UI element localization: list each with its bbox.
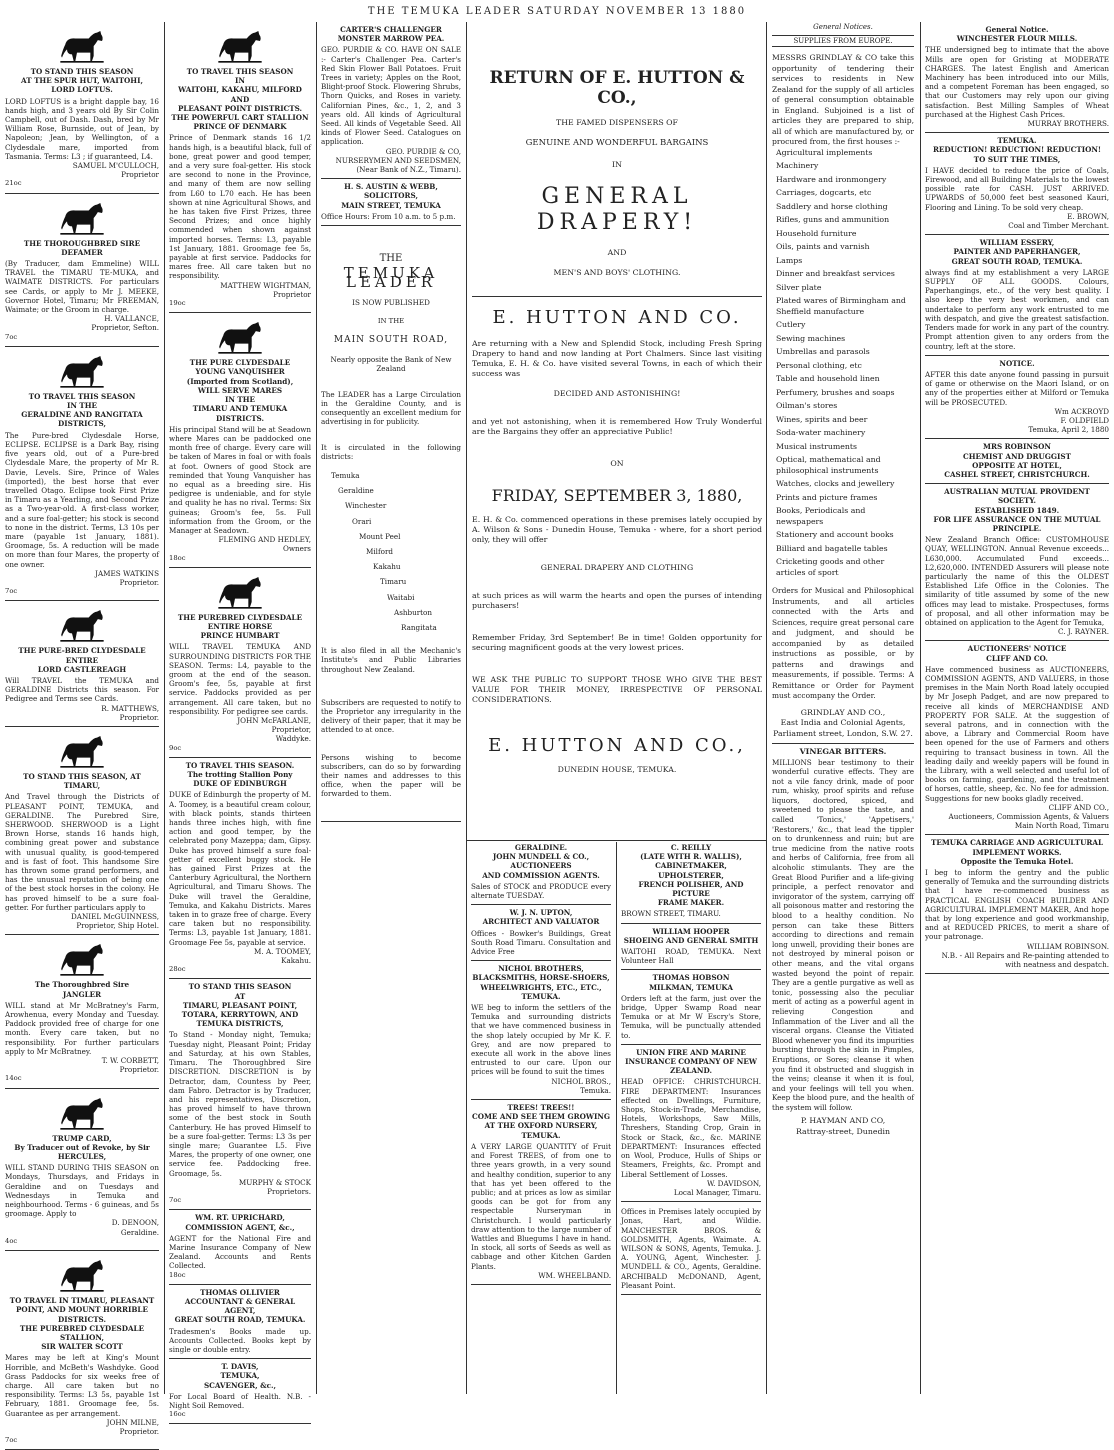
grindlay-item: Lamps (776, 255, 803, 265)
advertisement (169, 22, 311, 313)
ad-title: THOMAS HOBSON MILKMAN, TEMUKA (649, 973, 733, 992)
ad-body: Offices in Premises lately occupied by Jonas, Hart, and Wildie. MANCHESTER BROS. & GOLDSMITH, Agents, Waimate. A. WILSON & SONS, Agents, Temuka. J. A. YOUNG, Agent, Winchester. J. MUNDELL & CO., Agents, Geraldine. ARCHIBALD McDONAND, Agent, Pleasant Point. (621, 1207, 761, 1290)
advertisement (5, 194, 159, 347)
ad-signature: GEO. PURDIE & CO, NURSERYMEN AND SEEDSMEN, (Near Bank of N.Z., Timaru). (335, 146, 461, 175)
ad-signature: WM. WHEELBAND. (538, 1270, 611, 1280)
district-item: Kakahu (373, 562, 401, 572)
horse-illustration (57, 606, 107, 644)
ad-body: Orders left at the farm, just over the bridge, Upper Swamp Road near Temuka or at Mr W Escry's Store, Temuka, will be punctually attended to. (621, 993, 761, 1040)
advertisement (925, 235, 1109, 355)
ad-signature: W. DAVIDSON, Local Manager, Timaru. (673, 1178, 761, 1197)
ad-signature: SAMUEL M'CULLOCH, Proprietor (72, 161, 159, 180)
ad-body: WILL STAND DURING THIS SEASON on Mondays, Thursdays, and Fridays in Geraldine and on Tuesdays and Wednesdays in Temuka and neighbourhood. Terms - 6 guineas, and 5s groomage. Apply to (5, 1163, 159, 1219)
ad-signature: CLIFF AND CO., Auctioneers, Commission Agents, & Valuers Main North Road, Timaru (948, 802, 1109, 831)
ad-body: (By Traducer, dam Emmeline) WILL TRAVEL the TIMARU TE-MUKA, and WAIMATE DISTRICTS. For particulars see Cards, or apply to Mr J. MEEKE, Governor Hotel, Timaru; Mr FREEMAN, Waimate; or the Groom in charge. (5, 259, 159, 315)
ad-title: TO TRAVEL THIS SEASON. The trotting Stallion Pony DUKE OF EDINBURGH (185, 760, 295, 789)
advertisement (169, 1359, 311, 1424)
leader-notice: THE TEMUKA LEADER IS NOW PUBLISHED IN THE MAIN SOUTH ROAD, Nearly opposite the Bank of New Zealand The LEADER has a Large Circulation in the Geraldine County, and is consequently an excellent medium for advertising in for publicity. It is circulated in the following districts: Temuka Geraldine Winchester Orari Mount Peel Milford Kakahu Timaru Waitabi Ashburton Rangitata It is also filed in all the Mechanic's Institute's and Public Libraries throughout New Zealand. Subscribers are requested to notify to the Proprietor any irregularity in the delivery of their paper, that it may be attended to at once. Persons wishing to become subscribers, can do so by forwarding their names and addresses to this office, when the paper will be forwarded to them. (321, 226, 461, 822)
ad-code: 16oc (169, 1410, 186, 1419)
horse-illustration (57, 1094, 107, 1132)
advertisement (471, 961, 611, 1100)
advertisement (169, 313, 311, 567)
advertisement (621, 1045, 761, 1202)
advertisement (925, 356, 1109, 440)
horse-illustration (215, 573, 265, 611)
ad-body: HEAD OFFICE: CHRISTCHURCH. FIRE DEPARTMENT: Insurances effected on Dwellings, Furniture, Shops, Stock-in-Trade, Merchandise, Hotels, Workshops, Saw Mills, Threshers, Standing Crop, Grain in Stock or Stack, &c., &c. MARINE DEPARTMENT: Insurances effected on Wool, Produce, Hulls of Ships or Steamers, Freights, &c. Prompt and Liberal Settlement of Losses. (621, 1077, 761, 1179)
hutton-drapery-ad: RETURN OF E. HUTTON & CO., THE FAMED DISPENSERS OF GENUINE AND WONDERFUL BARGAINS IN GENERAL DRAPERY! AND MEN'S AND BOYS' CLOTHING. E. HUTTON AND CO. Are returning with a New and Splendid Stock, including Fresh Spring Drapery to hand and now landing at Port Chalmers. Since last visiting Temuka, E. H. & Co. have visited several Towns, in each of which their success was DECIDED AND ASTONISHING! and yet not astonishing, when it is remembered How Truly Wonderful are the Bargains they offer an appreciative Public! ON FRIDAY, SEPTEMBER 3, 1880, E. H. & Co. commenced operations in these premises lately occupied by A. Wilson & Sons - Dunedin House, Temuka - where, for a short period only, they will offer GENERAL DRAPERY AND CLOTHING at such prices as will warm the hearts and open the purses of intending purchasers! Remember Friday, 3rd September! Be in time! Golden opportunity for securing magnificent goods at the very lowest prices. WE ASK THE PUBLIC TO SUPPORT THOSE WHO GIVE THE BEST VALUE FOR THEIR MONEY, IRRESPECTIVE OF PERSONAL CONSIDERATIONS. E. HUTTON AND CO., DUNEDIN HOUSE, TEMUKA. (472, 68, 762, 774)
advertisement (925, 484, 1109, 641)
advertisement (471, 1100, 611, 1285)
column-4-lower (468, 840, 614, 1392)
ad-title: MRS ROBINSON CHEMIST AND DRUGGIST OPPOSITE AT HOTEL, CASHEL STREET, CHRISTCHURCH. (944, 442, 1090, 479)
ad-title: WILLIAM ESSERY, PAINTER AND PAPERHANGER, GREAT SOUTH ROAD, TEMUKA. (951, 238, 1083, 266)
grindlay-item: Agricultural implements (776, 147, 873, 157)
ad-title: THE PURE CLYDESDALE YOUNG VANQUISHER (Imported from Scotland), WILL SERVE MARES IN THE TIMARU AND TEMUKA DISTRICTS. (186, 358, 294, 423)
district-item: Geraldine (338, 486, 374, 496)
ad-title: THOMAS OLLIVIER ACCOUNTANT & GENERAL AGENT, GREAT SOUTH ROAD, TEMUKA. (174, 1287, 306, 1325)
ad-signature: WILLIAM ROBINSON. N.B. - All Repairs and Re-painting attended to with neatness and despatch. (941, 941, 1109, 970)
grindlay-item: Hardware and ironmongery (776, 174, 887, 184)
grindlay-item: Optical, mathematical and philosophical instruments (776, 455, 881, 475)
grindlay-column: General Notices. SUPPLIES FROM EUROPE. MESSRS GRINDLAY & CO take this opportunity of tendering their services to residents in New Zealand for the supply of all articles of general consumption obtainable in England. Subjoined is a list of articles they are prepared to ship, all of which are manufactured by, or procured from, the first houses :- Agricultural implements Machinery Hardware and ironmongery Carriages, dogcarts, etc Saddlery and horse clothing Rifles, guns and ammunition Household furniture Oils, paints and varnish Lamps Dinner and breakfast services Silver plate Plated wares of Birmingham and Sheffield manufacture Cutlery Sewing machines Umbrellas and parasols Personal clothing, etc Table and household linen Perfumery, brushes and soaps Oilman's stores Wines, spirits and beer Soda-water machinery Musical instruments Optical, mathematical and philosophical instruments Watches, clocks and jewellery Prints and picture frames Books, Periodicals and newspapers Stationery and account books Billiard and bagatelle tables Cricketing goods and other articles of sport Orders for Musical and Philosophical Instruments, and all articles connected with the Arts and Sciences, require great personal care and judgment, and should be accompanied by as detailed instructions as possible, or by patterns and drawings and measurements, if possible. Terms: A Remittance or Order for Payment must accompany the Order. GRINDLAY AND CO., East India and Colonial Agents, Parliament street, London, S.W. 27. VINEGAR BITTERS. MILLIONS bear testimony to their wonderful curative effects. They are not a vile fancy drink, made of poor rum, whisky, proof spirits and refuse liquors, doctored, spiced, and sweetened to please the taste, and called 'Tonics,' 'Appetisers,' 'Restorers,' &c., that lead the tippler on to drunkenness and ruin; but are true medicine from the native roots and herbs of California, free from all alcoholic stimulants. They are the Great Blood Purifier and a life-giving principle, a perfect renovator and invigorator of the system, carrying off all poisonous matter and restoring the blood to a healthy condition. No person can take these Bitters according to directions and remain long unwell, providing their bones are not destroyed by mineral poison or other means, and the vital organs wasted beyond the point of repair. They are a gentle purgative as well as tonic, possessing also the peculiar merit of acting as a powerful agent in relieving Congestion and Inflammation of the Liver and all the visceral organs. Cleanse the Vitiated Blood whenever you find its impurities bursting through the skin in Pimples, Eruptions, or Sores; cleanse it when you find it obstructed and sluggish in the veins; cleanse it when it is foul, and your feelings will tell you when. Keep the blood pure, and the health of the system will follow. P. HAYMAN AND CO, Rattray-street, Dunedin (772, 23, 914, 1136)
advertisement (621, 970, 761, 1044)
advertisement (5, 22, 159, 194)
ad-body: I HAVE decided to reduce the price of Coals, Firewood, and all Building Materials to the lowest possible rate for CASH. JUST ARRIVED. UPWARDS of 50,000 feet best seasoned Kauri, Flooring and Lining. To be sold very cheap. (925, 165, 1109, 212)
ad-body: Mares may be left at King's Mount Horrible, and McBeth's Washdyke. Good Grass Paddocks for six weeks free of charge. All care taken but no responsibility. Terms: L3 5s, payable 1st February, 1881. Groomage fee, 5s. Guarantee as per arrangement. (5, 1353, 159, 1418)
advertisement (621, 924, 761, 971)
ad-title: TO STAND THIS SEASON AT TIMARU, PLEASANT POINT, TOTARA, KERRYTOWN, AND TEMUKA DISTRICTS, (181, 982, 299, 1029)
ad-body: A VERY LARGE QUANTITY of Fruit and Forest TREES, of from one to three years growth, in a very sound and healthy condition, superior to any that has yet been offered to the public; and at prices as low as similar goods can be got for from any respectable Nurseryman in Christchurch. I would particularly draw attention to the large number of Wattles and Bluegums I have in hand. In stock, all sorts of Seeds as well as cabbage and other Kitchen Garden Plants. (471, 1141, 611, 1271)
ad-code: 19oc (169, 299, 186, 308)
advertisement (5, 1089, 159, 1251)
ad-code: 18oc (169, 553, 186, 562)
ad-title: TO STAND THIS SEASON, AT TIMARU, (23, 771, 141, 791)
ad-signature: R. MATTHEWS, Proprietor. (101, 703, 159, 722)
advertisement (925, 835, 1109, 974)
advertisement (621, 1202, 761, 1295)
district-item: Orari (352, 516, 372, 526)
horse-illustration (215, 27, 265, 65)
advertisement (5, 601, 159, 727)
ad-signature: JAMES WATKINS Proprietor. (95, 568, 159, 587)
horse-illustration (57, 940, 107, 978)
ad-body: Offices - Bowker's Buildings, Great South Road Timaru. Consultation and Advice Free (471, 928, 611, 957)
ad-signature: MURRAY BROTHERS. (1027, 119, 1109, 129)
district-item: Mount Peel (359, 531, 401, 541)
column-5-lower (618, 840, 764, 1392)
district-item: Waitabi (387, 592, 415, 602)
advertisement (5, 1251, 159, 1450)
grindlay-item: Silver plate (776, 282, 822, 292)
ad-body: The Pure-bred Clydesdale Horse, ECLIPSE. ECLIPSE is a Dark Bay, rising five years old, out of a Pure-bred Clydesdale Mare, the property of Mr R. Davie, Levels. Sire, Prince of Wales (imported), the best horse that ever travelled Otago. Eclipse took First Prize in Timaru as a Yearling, and Second Prize as a Two-year-old. A first-class worker, and a sure foal-getter; his stock is second to none in the district. Terms, L3 10s per mare (payable 1st January, 1881). Groomage, 5s. A reduction will be made on more than four Mares, the property of one owner. (5, 430, 159, 569)
ad-signature: FLEMING AND HEDLEY, Owners (218, 535, 311, 554)
ad-body: Tradesmen's Books made up. Accounts Collected. Books kept by single or double entry. (169, 1326, 311, 1354)
ad-title: NOTICE. (999, 358, 1035, 368)
ad-body: always find at my establishment a very LARGE SUPPLY OF ALL GOODS. Colours, Paperhangings, etc., of the very best quality. I also keep the very best workmen, and can undertake to perform any work entrusted to me with despatch, and give the greatest satisfaction. Tenders made for work in any part of the country. Prompt attention given to any orders from the country, left at the store. (925, 267, 1109, 351)
ad-title: H. S. AUSTIN & WEBB, SOLICITORS, MAIN STREET, TEMUKA (341, 182, 441, 210)
grindlay-item: Cutlery (776, 320, 806, 329)
ad-body: DUKE of Edinburgh the property of M. A. Toomey, is a beautiful cream colour, with black points, stands thirteen hands three inches high, with fine action and good temper, by the celebrated pony Mazeppa; dam, Gipsy. Duke has proved himself a sure foal-getter of excellent buggy stock. He has gained First Prizes at the Canterbury Agricultural, the Northern Agricultural, and Timaru Shows. The Duke will travel the Geraldine, Temuka, and Kakahu Districts. Mares taken in to graze free of charge. Every care taken but no responsibility. Terms: L3, payable 1st January, 1881. Groomage Fee 5s, payable at service. (169, 790, 311, 947)
advertisement (169, 1210, 311, 1284)
horse-illustration (57, 199, 107, 237)
ad-title: NICHOL BROTHERS, BLACKSMITHS, HORSE-SHOERS, WHEELWRIGHTS, ETC., ETC., TEMUKA. (472, 964, 610, 1001)
advertisement (169, 758, 311, 980)
ad-title: AUCTIONEERS' NOTICE CLIFF AND CO. (967, 644, 1067, 663)
grindlay-item: Dinner and breakfast services (776, 269, 895, 278)
grindlay-item: Prints and picture frames (776, 492, 878, 502)
advertisement (621, 840, 761, 924)
ad-title: TO TRAVEL IN TIMARU, PLEASANT POINT, AND MOUNT HORRIBLE DISTRICTS. THE PUREBRED CLYDESDALE STALLION, SIR WALTER SCOTT (9, 1296, 155, 1352)
ad-body: Office Hours: From 10 a.m. to 5 p.m. (321, 211, 456, 221)
column-2-horse-ads (166, 22, 314, 1419)
grindlay-item: Musical instruments (776, 441, 858, 451)
ad-body: AFTER this date anyone found passing in pursuit of game or otherwise on the Maori Island, or on any of the properties either at Milford or Temuka will be PROSECUTED. (925, 369, 1109, 407)
ad-title: WILLIAM HOOPER SHOEING AND GENERAL SMITH (623, 926, 759, 945)
ad-title: W. J. N. UPTON, ARCHITECT AND VALUATOR (482, 908, 600, 927)
ad-code: 28oc (169, 965, 186, 974)
grindlay-item: Books, Periodicals and newspapers (776, 506, 866, 526)
horse-illustration (57, 1256, 107, 1294)
grindlay-item: Saddlery and horse clothing (776, 201, 888, 211)
column-rule (316, 22, 317, 1394)
ad-body: WILL TRAVEL TEMUKA AND SURROUNDING DISTRICTS FOR THE SEASON. Terms: L4, payable to the groom at the end of the season. Groom's fee, 5s, payable at first service. Paddocks provided as per arrangement. All care taken, but no responsibility. For pedigree see cards. (169, 642, 311, 716)
grindlay-item: Watches, clocks and jewellery (776, 479, 895, 488)
horse-illustration (57, 27, 107, 65)
ad-title: THE PUREBRED CLYDESDALE ENTIRE HORSE PRINCE HUMBART (177, 612, 303, 641)
ad-signature: E. BROWN, Coal and Timber Merchant. (1008, 211, 1109, 231)
grindlay-item: Plated wares of Birmingham and Sheffield manufacture (776, 296, 906, 316)
ad-signature: DANIEL McGUINNESS, Proprietor, Ship Hotel. (71, 912, 159, 931)
column-rule (616, 842, 617, 1394)
ad-code: 18oc (169, 1270, 186, 1279)
advertisement (925, 133, 1109, 235)
leader-title: TEMUKA LEADER (343, 264, 439, 292)
advertisement (925, 439, 1109, 484)
ad-title: TO STAND THIS SEASON AT THE SPUR HUT, WAITOHI, LORD LOFTUS. (21, 67, 143, 95)
ad-body: THE undersigned beg to intimate that the above Mills are open for Gristing at MODERATE CHARGES. The latest English and American Machinery has been introduced into our Mills, and a competent Foreman has been engaged, so that our Customers may rely upon our giving satisfaction. Best Milling Samples of Wheat purchased at the Highest Cash Prices. (925, 45, 1109, 119)
ad-title: THE PURE-BRED CLYDESDALE ENTIRE LORD CASTLEREAGH (18, 646, 146, 674)
ad-body: I beg to inform the gentry and the public generally of Temuka and the surrounding districts that I have re-commenced business as PRACTICAL ENGLISH COACH BUILDER AND AGRICULTURAL IMPLEMENT MAKER, And hope that by long experience and good workmanship, and at REDUCED PRICES, to merit a share of your patronage. (925, 868, 1109, 942)
column-1-horse-ads (2, 22, 162, 1445)
ad-body: AGENT for the National Fire and Marine Insurance Company of New Zealand. Accounts and Rents Collected. (169, 1233, 311, 1271)
district-item: Rangitata (401, 622, 437, 632)
ad-title: CARTER'S CHALLENGER MONSTER MARROW PEA. (337, 25, 445, 44)
grindlay-item: Table and household linen (776, 374, 880, 383)
advertisement (5, 727, 159, 935)
ad-title: TRUMP CARD, By Traducer out of Revoke, by Sir HERCULES, (14, 1133, 150, 1162)
grindlay-item: Sewing machines (776, 333, 846, 343)
ad-code: 21oc (5, 179, 22, 188)
ad-title: GERALDINE. JOHN MUNDELL & CO., AUCTIONEERS AND COMMISSION AGENTS. (482, 843, 600, 880)
advertisement (169, 568, 311, 758)
advertisement (471, 905, 611, 961)
ad-body: His principal Stand will be at Seadown where Mares can be paddocked one month free of charge. Every care will be taken of Mares in foal or with foals at foot. Owners of good Stock are reminded that Young Vanquisher has no equal as a breeding sire. His pedigree is undeniable, and for style and quality he has no rival. Terms: Six guineas; Groom's fee, 5s. Full information from the Groom, or the Manager at Seadown. (169, 424, 312, 535)
ad-title: THE THOROUGHBRED SIRE DEFAMER (23, 238, 141, 257)
ad-title: TEMUKA CARRIAGE AND AGRICULTURAL IMPLEMENT WORKS. Opposite the Temuka Hotel. (931, 838, 1103, 866)
ad-body: To Stand - Monday night, Temuka; Tuesday night, Pleasant Point; Friday and Saturday, at his own Stables, Timaru. The Thoroughbred Sire DISCRETION. DISCRETION is by Detractor, dam, Countess by Peer, dam Fabro. Detractor is by Traducer, and his representatives, Discretion, has proved himself to have thrown some of the best stock in South Canterbury. He has proved Himself to be a sure foal-getter. Terms: L3 3s per single mare; Guarantee L5. Five Mares, the property of one owner, one service fee. Paddocking free. Groomage, 5s. (169, 1030, 311, 1178)
horse-illustration (215, 318, 265, 356)
grindlay-item: Billiard and bagatelle tables (776, 543, 888, 553)
ad-code: 7oc (5, 587, 18, 596)
ad-signature: JOHN MILNE, Proprietor. (106, 1417, 159, 1436)
ad-signature: D. DENOON, Geraldine. (111, 1218, 159, 1237)
ad-title: UNION FIRE AND MARINE INSURANCE COMPANY OF NEW ZEALAND. (625, 1047, 757, 1076)
ad-body: Sales of STOCK and PRODUCE every alternate TUESDAY. (471, 881, 611, 901)
ad-signature: MURPHY & STOCK Proprietors. (238, 1177, 311, 1196)
grindlay-item: Wines, spirits and beer (776, 414, 868, 424)
column-6 (922, 22, 1112, 1394)
ad-title: TO TRAVEL THIS SEASON IN WAITOHI, KAKAHU, MILFORD AND PLEASANT POINT DISTRICTS. THE POWERFUL CART STALLION PRINCE OF DENMARK (171, 67, 309, 132)
ad-code: 7oc (5, 1436, 18, 1445)
advertisement (5, 347, 159, 601)
ad-signature: MATTHEW WIGHTMAN, Proprietor (220, 280, 311, 299)
district-item: Winchester (345, 501, 387, 511)
ad-body: GEO. PURDIE & CO. HAVE ON SALE :- Carter's Challenger Pea. Carter's Red Skin Flower Ball Potatoes. Fruit Trees in variety; Apples on the Root, Blight-proof Stock. Flowering Shrubs, Thorn Quicks, and Roses in variety. Californian Pines, &c., 1, 2, and 3 years old. All kinds of Agricultural Seed. All kinds of Vegetable Seed. All kinds of Flower Seed. Catalogues on application. (321, 45, 461, 147)
grindlay-item: Cricketing goods and other articles of sport (776, 557, 885, 577)
ad-signature: Wm ACKROYD F. OLDFIELD Temuka, April 2, 1880 (1028, 406, 1109, 435)
district-item: Temuka (331, 470, 360, 480)
grindlay-item: Carriages, dogcarts, etc (776, 188, 872, 197)
ad-title: The Thoroughbred Sire JANGLER (34, 980, 130, 999)
grindlay-item: Perfumery, brushes and soaps (776, 387, 895, 397)
horse-illustration (57, 352, 107, 390)
ad-body: Have commenced business as AUCTIONEERS, COMMISSION AGENTS, AND VALUERS, in those premises in the Main North Road lately occupied by Mr Joseph Padget, and are now prepared to receive all kinds of MERCHANDISE AND PROPERTY FOR SALE. At the suggestion of several patrons, and in connection with the above, a Library and Commercial Room have been opened for the use of Farmers and others requiring to transact business in town. All the leading daily and weekly papers will be found in the Library, with a well selected and useful lot of books on farming, gardening, and the treatment of horses, cattle, sheep, &c. No fee for admission. Suggestions for new books gladly received. (925, 664, 1109, 803)
grindlay-item: Soda-water machinery (776, 428, 866, 437)
district-item: Ashburton (394, 607, 433, 617)
ad-body: WILL stand at Mr McBratney's Farm, Arowhenua, every Monday and Tuesday. Paddock provided free of charge for one month. Every care taken, but no responsibility. For further particulars apply to Mr McBratney. (5, 1000, 159, 1056)
district-item: Timaru (380, 577, 407, 587)
ad-title: T. DAVIS, TEMUKA, SCAVENGER, &c., (203, 1362, 277, 1390)
district-item: Milford (366, 546, 393, 556)
grindlay-item: Personal clothing, etc (776, 360, 862, 370)
ad-title: TO TRAVEL THIS SEASON IN THE GERALDINE AND RANGITATA DISTRICTS, (21, 391, 143, 429)
column-rule (466, 22, 467, 1394)
page-header: THE TEMUKA LEADER SATURDAY NOVEMBER 13 1880 (367, 6, 747, 17)
ad-code: 9oc (169, 743, 182, 752)
column-rule (920, 22, 921, 1394)
column-rule (164, 22, 165, 1394)
advertisement (471, 840, 611, 905)
grindlay-item: Oils, paints and varnish (776, 242, 870, 251)
column-rule (766, 22, 767, 1394)
ad-code: 7oc (169, 1196, 182, 1205)
grindlay-item: Household furniture (776, 228, 857, 238)
ad-code: 7oc (5, 332, 18, 341)
ad-body: LORD LOFTUS is a bright dapple bay, 16 hands high, and 3 years old By Sir Colin Campbell, out of Dash. Dash, bred by Mr William Rose, Burnside, out of Jean, by Napoleon; Jean, by Wellington, of a Clydesdale mare, imported from Tasmania. Terms: L3 ; if guaranteed, L4. (5, 96, 159, 161)
ad-title: WM. RT. UPRICHARD, COMMISSION AGENT, &c., (185, 1213, 295, 1232)
advertisement (321, 22, 461, 179)
ad-signature: NICHOL BROS., Temuka. (551, 1076, 611, 1095)
ad-body: And Travel through the Districts of PLEASANT POINT, TEMUKA, and GERALDINE. The Purebred Sire, SHERWOOD. SHERWOOD is a Light Brown Horse, stands 16 hands high, combining great power and substance with unusual quality, is good-tempered and is fast of foot. This handsome Sire has thrown some grand performers, and has the unusual reputation of being one of the best stock horses in the colony. He has proved himself to be a sure foal-getter. For further particulars apply to (5, 792, 159, 912)
grindlay-items (772, 148, 914, 579)
grindlay-item: Rifles, guns and ammunition (776, 215, 890, 224)
ad-body: New Zealand Branch Office: CUSTOMHOUSE QUAY, WELLINGTON. Annual Revenue exceeds... L630,000. Accumulated Fund exceeds... L2,620,000. INTENDED Assurers will please note particularly the name of this the OLDEST Established Life Office in the Colonies. The similarity of title assumed by some of the new offices may lead to mistake. Prospectuses, forms of proposal, and all other information may be obtained on application to the Agent for Temuka, (925, 535, 1109, 627)
grindlay-item: Umbrellas and parasols (776, 347, 870, 356)
grindlay-item: Oilman's stores (776, 401, 838, 410)
ad-title: C. REILLY (LATE WITH R. WALLIS), CABINETMAKER, UPHOLSTERER, FRENCH POLISHER, AND PICTURE FRAME MAKER. (638, 843, 744, 908)
grindlay-item: Machinery (776, 161, 819, 170)
ad-signature: C. J. RAYNER. (1058, 627, 1109, 637)
ad-title: TREES! TREES!! COME AND SEE THEM GROWING AT THE OXFORD NURSERY, TEMUKA. (471, 1103, 611, 1140)
advertisement (169, 1285, 311, 1359)
ad-code: 14oc (5, 1074, 22, 1083)
ad-body: WAITOHI ROAD, TEMUKA. Next Volunteer Hall (621, 947, 761, 966)
ad-signature: M. A. TOOMEY, Kakahu. (254, 946, 311, 966)
advertisement (5, 935, 159, 1088)
district-list (321, 471, 461, 632)
ad-title: TEMUKA. REDUCTION! REDUCTION! REDUCTION! TO SUIT THE TIMES, (932, 136, 1102, 164)
advertisement (925, 641, 1109, 835)
advertisement (321, 179, 461, 226)
ad-code: 4oc (5, 1236, 18, 1245)
ad-signature: H. VALLANCE, Proprietor, Sefton. (91, 314, 159, 333)
ad-signature: JOHN McFARLANE, Proprietor, Waddyke. (237, 715, 311, 744)
grindlay-item: Stationery and account books (776, 530, 894, 539)
ad-body: Prince of Denmark stands 16 1/2 hands high, is a beautiful black, full of bone, great power and good temper, and a very sure foal-getter. His stock are second to none in the Province, and many of them are now selling from L60 to L70 each. He has been shown at nine Agricultural Shows, and he has taken five First Prizes, three Second Prizes; and once highly commended when shown against imported horses. Terms: L3, payable 1st January, 1881. Groomage fee 5s, payable at first service. Paddocks for mares free. All care taken but no responsibility. (169, 133, 311, 281)
advertisement (169, 979, 311, 1210)
ad-body: WE beg to inform the settlers of the Temuka and surrounding districts that we have commenced business in the shop lately occupied by Mr K. F. Grey, and are now prepared to execute all work in the above lines entrusted to our care. Upon our prices will be found to suit the times (471, 1003, 611, 1077)
horse-illustration (57, 732, 107, 770)
ad-body: BROWN STREET, TIMARU. (621, 909, 721, 919)
ad-body: For Local Board of Health. N.B. - Night Soil Removed. (169, 1391, 311, 1410)
ad-title: General Notice. WINCHESTER FLOUR MILLS. (956, 25, 1078, 44)
column-3 (318, 22, 464, 1394)
ad-title: AUSTRALIAN MUTUAL PROVIDENT SOCIETY. ESTABLISHED 1849. FOR LIFE ASSURANCE ON THE MUTUAL PRINCIPLE. (933, 487, 1101, 533)
ad-signature: T. W. CORBETT, Proprietor. (101, 1056, 159, 1075)
ad-body: Will TRAVEL the TEMUKA and GERALDINE Districts this season. For Pedigree and Terms see Cards. (5, 675, 159, 704)
advertisement (925, 22, 1109, 133)
